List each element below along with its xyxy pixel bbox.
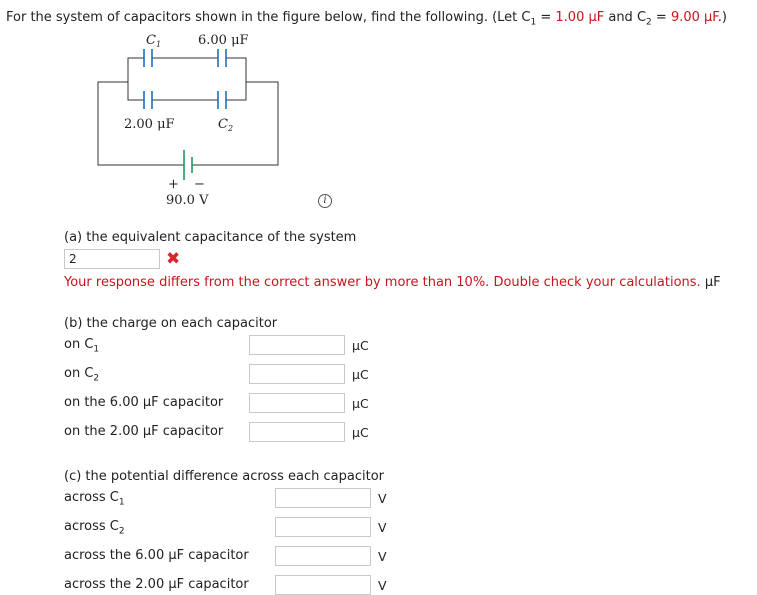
- circuit-figure: [80, 28, 380, 208]
- part-a-unit: μF: [704, 275, 721, 290]
- part-b-answer-input-1[interactable]: [249, 335, 345, 355]
- part-c-row-label-subscript: 1: [118, 497, 125, 508]
- battery-voltage: 90.0 V: [166, 193, 209, 208]
- equals-text-2: =: [651, 10, 671, 25]
- part-c-row-label-text: across C: [64, 519, 119, 534]
- part-b-row-label: [64, 366, 99, 384]
- part-a-answer-input[interactable]: [64, 249, 160, 269]
- battery-plus: +: [168, 177, 179, 192]
- part-b-heading: (b) the charge on each capacitor: [64, 316, 278, 331]
- part-b-row-label: [64, 395, 223, 413]
- c2-symbol: C: [636, 10, 647, 25]
- part-c-answer-input-1[interactable]: [275, 488, 371, 508]
- intro-text: For the system of capacitors shown in the figure below, find the following. (Let: [6, 10, 522, 25]
- part-b-row-label-text: on the 6.00 μF capacitor: [64, 395, 224, 410]
- battery-minus: −: [194, 177, 205, 192]
- close-text: .): [717, 10, 727, 25]
- part-b-row-label-text: on C: [64, 337, 94, 352]
- part-c-answer-input-3[interactable]: [275, 546, 371, 566]
- part-b-row-label-text: on C: [64, 366, 94, 381]
- part-b-answer-input-2[interactable]: [249, 364, 345, 384]
- equals-text: =: [536, 10, 556, 25]
- feedback-text: Your response differs from the correct answer by more than 10%. Double check your calculations.: [64, 275, 701, 290]
- part-b-unit-label: μC: [352, 425, 369, 440]
- part-c-row-label-text: across the 6.00 μF capacitor: [64, 548, 249, 563]
- label-6uf: 6.00 μF: [198, 33, 249, 48]
- upper-branch-wire: [128, 58, 246, 88]
- part-c-unit-label: V: [378, 520, 387, 535]
- part-c-unit-label: V: [378, 491, 387, 506]
- part-b-unit-label: μC: [352, 367, 369, 382]
- part-c-unit-label: V: [378, 549, 387, 564]
- problem-statement: [6, 10, 727, 28]
- part-b-row-label: [64, 424, 223, 442]
- part-b-row-label-text: on the 2.00 μF capacitor: [64, 424, 224, 439]
- info-icon-glyph: i: [323, 195, 327, 206]
- part-a-feedback: [64, 275, 721, 290]
- part-c-answer-input-2[interactable]: [275, 517, 371, 537]
- info-icon[interactable]: [318, 194, 332, 208]
- part-a-heading: (a) the equivalent capacitance of the system: [64, 230, 357, 245]
- part-b-answer-input-3[interactable]: [249, 393, 345, 413]
- part-b-unit-label: μC: [352, 396, 369, 411]
- part-c-row-label-text: across the 2.00 μF capacitor: [64, 577, 249, 592]
- part-c-row-label-subscript: 2: [118, 526, 125, 537]
- part-c-heading: (c) the potential difference across each capacitor: [64, 469, 385, 484]
- label-c1: $C_1$: [146, 33, 162, 49]
- label-c2: $C_2$: [218, 117, 234, 133]
- c1-subscript: 1: [530, 17, 537, 28]
- part-c-row-label: [64, 490, 125, 508]
- part-c-row-label: [64, 577, 249, 595]
- part-c-answer-input-4[interactable]: [275, 575, 371, 595]
- part-b-row-label-subscript: 1: [93, 344, 100, 355]
- and-text: and: [604, 10, 637, 25]
- c1-value: 1.00 μF: [555, 10, 605, 25]
- part-c-row-label-text: across C: [64, 490, 119, 505]
- lower-branch-wire: [128, 88, 246, 100]
- part-b-answer-input-4[interactable]: [249, 422, 345, 442]
- c2-subscript: 2: [646, 17, 652, 28]
- part-c-row-label: [64, 519, 125, 537]
- label-2uf: 2.00 μF: [124, 117, 175, 132]
- part-b-row-label: [64, 337, 99, 355]
- part-b-unit-label: μC: [352, 338, 369, 353]
- part-c-unit-label: V: [378, 578, 387, 593]
- part-b-row-label-subscript: 2: [93, 373, 100, 384]
- c2-value: 9.00 μF: [670, 10, 718, 25]
- c1-symbol: C: [521, 10, 531, 25]
- part-c-row-label: [64, 548, 249, 566]
- incorrect-icon: ✖: [166, 249, 181, 269]
